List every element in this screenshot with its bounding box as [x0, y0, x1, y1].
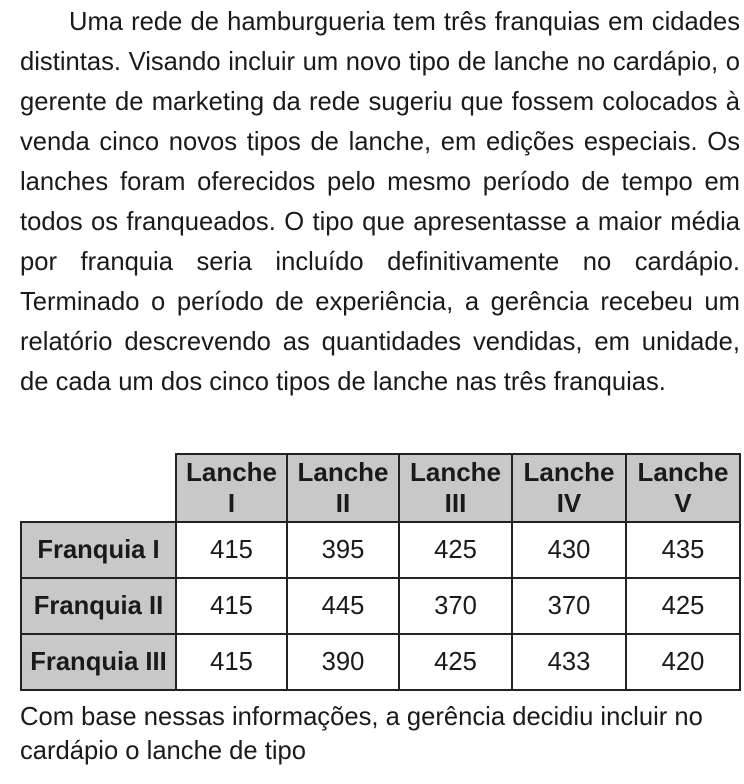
table-cell: 435: [626, 522, 740, 578]
column-header-line2: II: [335, 488, 351, 518]
table-cell: 415: [176, 634, 287, 690]
table-cell: 425: [626, 578, 740, 634]
sales-table: [20, 453, 741, 691]
question-statement: Uma rede de hamburgueria tem três franquias em cidades distintas. Visando incluir um novo tipo de lanche no cardápio, o gerente de marketing da rede sugeriu que fossem colocados à venda cinco novos tipos de lanche, em edições especiais. Os lanches foram oferecidos pelo mesmo período de tempo em todos os franqueados. O tipo que apresentasse a maior média por franquia seria incluído definitivamente no cardápio. Terminado o período de experiência, a gerência recebeu um relatório descrevendo as quantidades vendidas, em unidade, de cada um dos cinco tipos de lanche nas três franquias.: [20, 8, 740, 396]
table-cell: 425: [399, 634, 512, 690]
table-cell: 425: [399, 522, 512, 578]
column-header-line1: Lanche: [185, 457, 278, 487]
column-header-lanche-ii: [287, 454, 399, 522]
row-header: Franquia II: [21, 578, 176, 634]
table-cell: 390: [287, 634, 399, 690]
table-cell: 433: [512, 634, 626, 690]
table-corner-cell: [21, 454, 176, 522]
table-cell: 395: [287, 522, 399, 578]
table-cell: 370: [512, 578, 626, 634]
column-header-lanche-v: [626, 454, 740, 522]
table-header-row: [21, 454, 740, 522]
table-cell: 415: [176, 578, 287, 634]
column-header-line2: III: [444, 488, 467, 518]
column-header-line2: I: [227, 488, 236, 518]
question-prompt: Com base nessas informações, a gerência decidiu incluir no cardápio o lanche de tipo: [20, 703, 703, 765]
column-header-lanche-iv: [512, 454, 626, 522]
column-header-line1: Lanche: [409, 457, 502, 487]
column-header-lanche-i: [176, 454, 287, 522]
table-cell: 430: [512, 522, 626, 578]
table-cell: 370: [399, 578, 512, 634]
table-cell: 420: [626, 634, 740, 690]
column-header-line1: Lanche: [297, 457, 389, 487]
row-header: Franquia III: [21, 634, 176, 690]
table-cell: 415: [176, 522, 287, 578]
column-header-line1: Lanche: [523, 457, 615, 487]
table-row-franquia-iii: [21, 634, 740, 690]
row-header: Franquia I: [21, 522, 176, 578]
table-row-franquia-ii: [21, 578, 740, 634]
column-header-lanche-iii: [399, 454, 512, 522]
column-header-line2: IV: [556, 488, 582, 518]
table-row-franquia-i: [21, 522, 740, 578]
table-cell: 445: [287, 578, 399, 634]
column-header-line1: Lanche: [637, 457, 729, 487]
column-header-line2: V: [674, 488, 692, 518]
